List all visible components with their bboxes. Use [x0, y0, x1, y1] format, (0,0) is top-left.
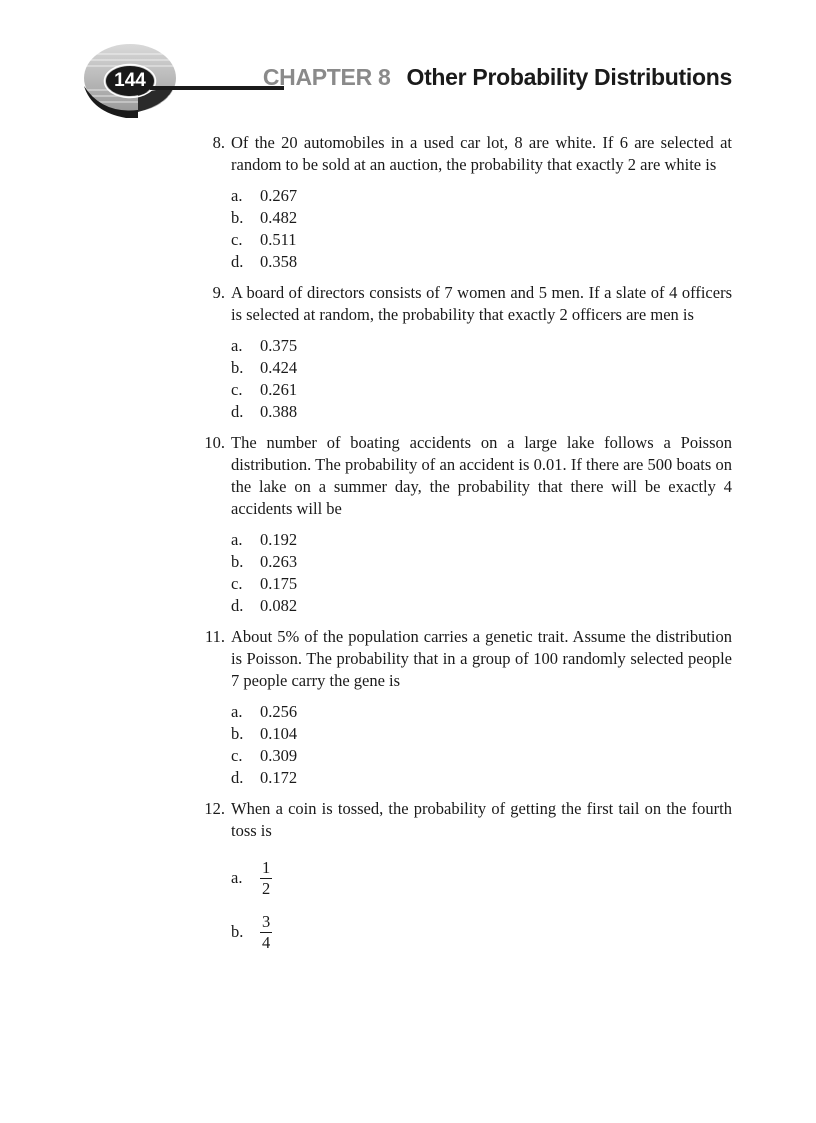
question-text: The number of boating accidents on a large lake follows a Poisson distribution. The probability of an accident is 0.01. If there are 500 boats on the lake on a summer day, the probability that there will be exactly 4 accidents will be [231, 433, 732, 518]
option-letter: a. [231, 530, 243, 549]
question-text: About 5% of the population carries a genetic trait. Assume the distribution is Poisson. The probability that in a group of 100 randomly selected people 7 people carry the gene is [231, 627, 732, 690]
chapter-heading [263, 64, 732, 91]
question-number: 9. [212, 283, 225, 302]
option-letter: c. [231, 746, 243, 765]
chapter-label: CHAPTER 8 [262, 64, 391, 90]
option-letter: d. [231, 252, 244, 271]
option-letter: b. [231, 724, 244, 743]
option-letter: a. [231, 186, 243, 205]
option-letter: c. [231, 574, 243, 593]
option-value: 0.261 [260, 380, 298, 399]
answer-option [231, 767, 732, 789]
option-letter: d. [231, 402, 244, 421]
option-value: 0.172 [260, 768, 298, 787]
answer-option [231, 723, 732, 745]
page-header [0, 0, 816, 130]
option-letter: a. [231, 336, 243, 355]
question-number: 8. [212, 133, 225, 152]
page-number: 144 [114, 70, 146, 91]
fraction-numerator: 3 [262, 911, 271, 931]
option-letter: b. [231, 922, 244, 941]
answer-option [231, 207, 732, 229]
answer-option [231, 908, 732, 956]
option-letter: d. [231, 596, 244, 615]
question-number: 12. [204, 799, 225, 818]
answer-option [231, 595, 732, 617]
answer-option [231, 229, 732, 251]
option-letter: a. [231, 702, 243, 721]
chapter-title: Other Probability Distributions [406, 64, 732, 90]
option-letter: b. [231, 208, 244, 227]
option-value: 0.256 [260, 702, 298, 721]
answer-option [231, 251, 732, 273]
answer-options [231, 335, 732, 423]
answer-options [231, 854, 732, 956]
option-value: 0.375 [260, 336, 298, 355]
answer-options [231, 529, 732, 617]
answer-option [231, 379, 732, 401]
question-9 [188, 282, 732, 423]
option-value: 0.482 [260, 208, 298, 227]
fraction-numerator: 1 [262, 857, 271, 877]
option-value: 0.309 [260, 746, 298, 765]
answer-option [231, 573, 732, 595]
answer-option [231, 745, 732, 767]
option-value: 0.424 [260, 358, 298, 377]
option-value: 0.175 [260, 574, 298, 593]
answer-option [231, 335, 732, 357]
answer-option [231, 357, 732, 379]
question-number: 10. [204, 433, 225, 452]
question-11 [188, 626, 732, 789]
option-value: 0.104 [260, 724, 298, 743]
question-12 [188, 798, 732, 956]
answer-option [231, 185, 732, 207]
question-text: Of the 20 automobiles in a used car lot, 8 are white. If 6 are selected at random to be sold at an auction, the probability that exactly 2 are white is [231, 133, 732, 174]
option-letter: d. [231, 768, 244, 787]
option-value: 0.263 [260, 552, 298, 571]
option-letter: a. [231, 868, 243, 887]
answer-option [231, 529, 732, 551]
option-letter: c. [231, 230, 243, 249]
option-letter: b. [231, 358, 244, 377]
question-text: When a coin is tossed, the probability of getting the first tail on the fourth toss is [231, 799, 732, 840]
fraction-denominator: 2 [262, 878, 271, 898]
option-value: 0.267 [260, 186, 298, 205]
option-fraction [260, 913, 272, 952]
question-10 [188, 432, 732, 617]
exercise-list [188, 132, 732, 965]
option-value: 0.082 [260, 596, 298, 615]
answer-option [231, 401, 732, 423]
option-value: 0.192 [260, 530, 298, 549]
fraction-denominator: 4 [262, 932, 271, 952]
option-value: 0.511 [260, 230, 297, 249]
option-value: 0.388 [260, 402, 298, 421]
option-letter: c. [231, 380, 243, 399]
question-number: 11. [204, 627, 225, 646]
answer-options [231, 701, 732, 789]
option-fraction [260, 859, 272, 898]
answer-option [231, 701, 732, 723]
option-letter: b. [231, 552, 244, 571]
question-8 [188, 132, 732, 273]
question-text: A board of directors consists of 7 women and 5 men. If a slate of 4 officers is selected at random, the probability that exactly 2 officers are men is [231, 283, 732, 324]
answer-options [231, 185, 732, 273]
answer-option [231, 854, 732, 902]
answer-option [231, 551, 732, 573]
option-value: 0.358 [260, 252, 298, 271]
